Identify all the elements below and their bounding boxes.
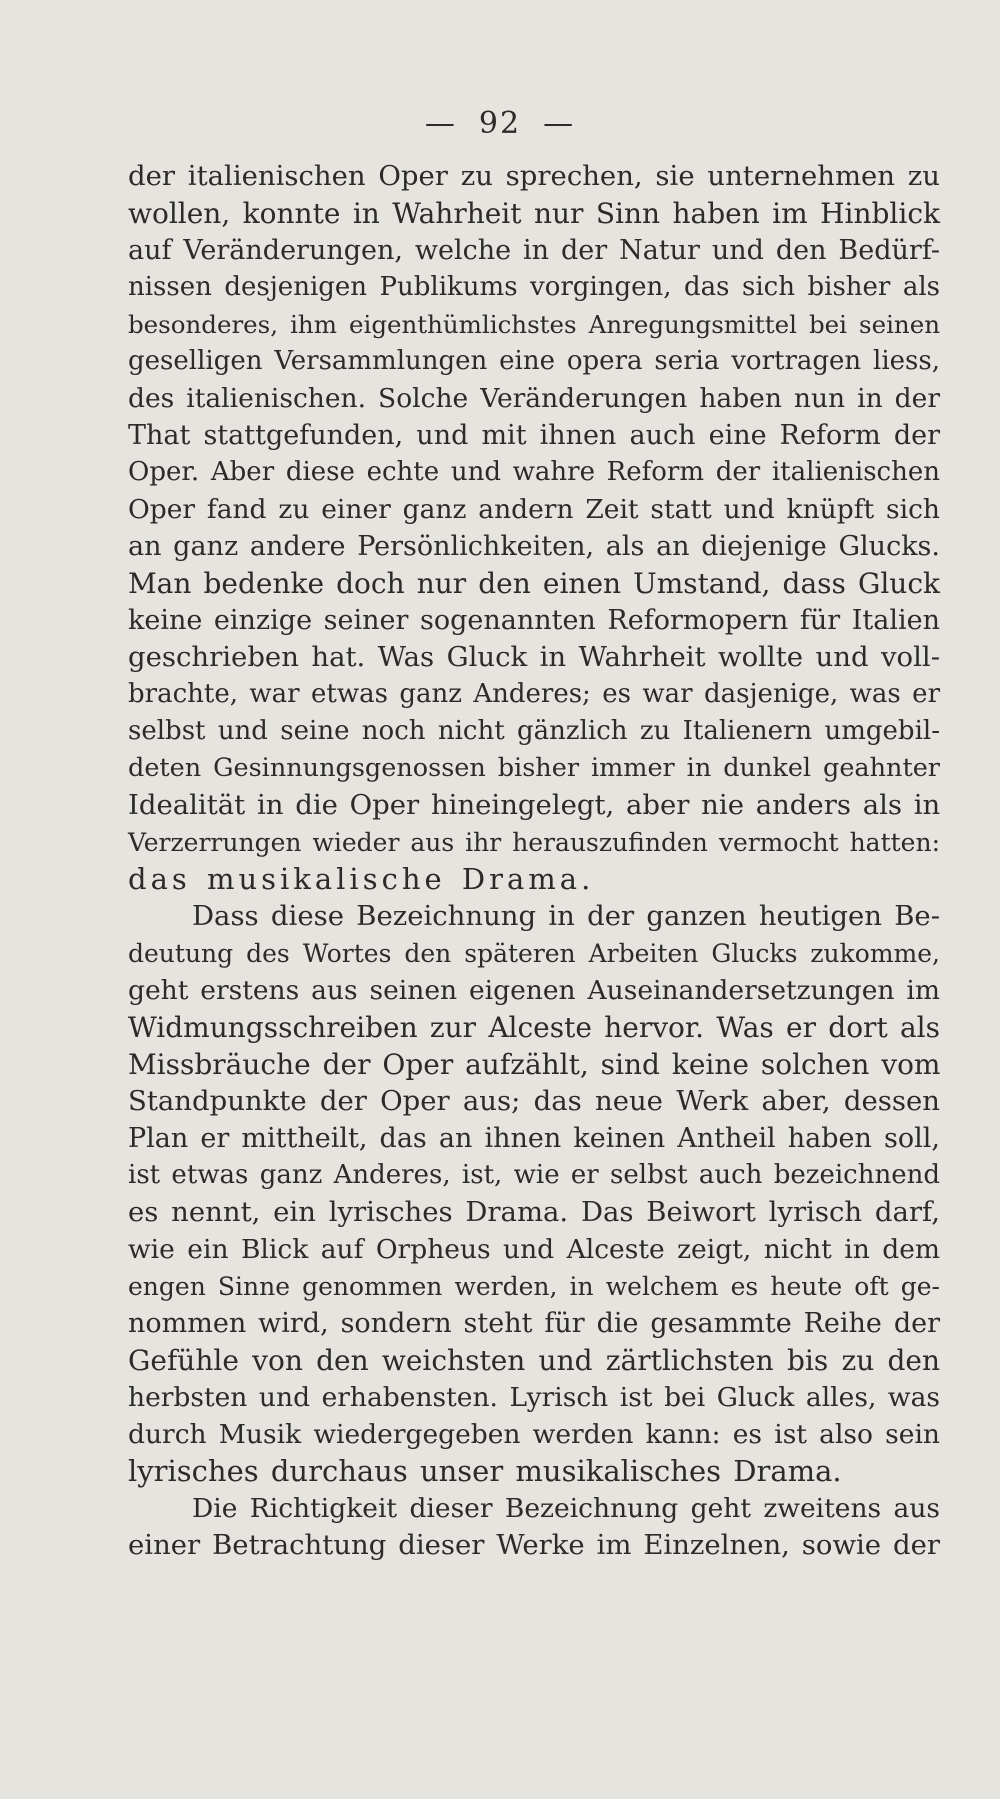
- text-line: Oper fand zu einer ganz andern Zeit statt und knüpft sich: [128, 494, 940, 525]
- text-line: Man bedenke doch nur den einen Umstand, dass Gluck: [128, 567, 940, 600]
- text-line: engen Sinne genommen werden, in welchem es heute oft ge-: [128, 1272, 940, 1301]
- text-line: Missbräuche der Oper aufzählt, sind keine solchen vom: [128, 1048, 941, 1081]
- text-line: wie ein Blick auf Orpheus und Alceste zeigt, nicht in dem: [128, 1234, 940, 1265]
- text-line: deten Gesinnungsgenossen bisher immer in dunkel geahnter: [128, 753, 940, 783]
- text-line: Idealität in die Oper hineingelegt, aber nie anders als in: [128, 789, 941, 821]
- text-line: Gefühle von den weichsten und zärtlichsten bis zu den: [128, 1344, 940, 1377]
- text-line: deutung des Wortes den späteren Arbeiten Glucks zukomme,: [128, 939, 940, 968]
- text-line: Verzerrungen wieder aus ihr herauszufinden vermocht hatten:: [128, 828, 940, 857]
- body-text: [128, 158, 940, 1564]
- page-number-header: [0, 106, 1000, 141]
- page-number: 92: [478, 106, 522, 141]
- text-line: Plan er mittheilt, das an ihnen keinen Antheil haben soll,: [128, 1123, 940, 1154]
- text-line: brachte, war etwas ganz Anderes; es war dasjenige, was er: [128, 679, 940, 709]
- text-line: einer Betrachtung dieser Werke im Einzelnen, sowie der: [128, 1529, 940, 1561]
- text-line: selbst und seine noch nicht gänzlich zu Italienern umgebil-: [128, 716, 940, 746]
- text-line: herbsten und erhabensten. Lyrisch ist bei Gluck alles, was: [128, 1382, 940, 1413]
- text-line: besonderes, ihm eigenthümlichstes Anregungsmittel bei seinen: [128, 310, 940, 339]
- text-line: geselligen Versammlungen eine opera seria vortragen liess,: [128, 346, 940, 376]
- text-line: geht erstens aus seinen eigenen Auseinandersetzungen im: [128, 975, 940, 1006]
- text-line: lyrisches durchaus unser musikalisches Drama.: [128, 1454, 842, 1488]
- text-line: auf Veränderungen, welche in der Natur und den Bedürf-: [128, 235, 940, 266]
- text-line: es nennt, ein lyrisches Drama. Das Beiwort lyrisch darf,: [128, 1196, 940, 1228]
- text-line: an ganz andere Persönlichkeiten, als an diejenige Glucks.: [128, 531, 940, 562]
- text-line: keine einzige seiner sogenannten Reformopern für Italien: [128, 605, 940, 636]
- text-line: Oper. Aber diese echte und wahre Reform der italienischen: [128, 457, 940, 487]
- text-line: wollen, konnte in Wahrheit nur Sinn haben im Hinblick: [128, 197, 940, 230]
- text-line: Widmungsschreiben zur Alceste hervor. Was er dort als: [128, 1011, 940, 1044]
- text-line: ist etwas ganz Anderes, ist, wie er selbst auch bezeichnend: [128, 1160, 940, 1190]
- text-line-emphasis: das musikalische Drama.: [128, 862, 595, 896]
- text-line: That stattgefunden, und mit ihnen auch eine Reform der: [128, 420, 940, 451]
- text-line: geschrieben hat. Was Gluck in Wahrheit wollte und voll-: [128, 641, 940, 673]
- text-line: der italienischen Oper zu sprechen, sie unternehmen zu: [128, 160, 940, 192]
- paragraph-start-line: Die Richtigkeit dieser Bezeichnung geht zweitens aus: [192, 1493, 940, 1524]
- paragraph-start-line: Dass diese Bezeichnung in der ganzen heutigen Be-: [192, 900, 940, 932]
- text-line: durch Musik wiedergegeben werden kann: es ist also sein: [128, 1419, 940, 1450]
- text-line: des italienischen. Solche Veränderungen haben nun in der: [128, 383, 940, 414]
- page-number-dash-left: —: [424, 106, 457, 141]
- text-line: Standpunkte der Oper aus; das neue Werk aber, dessen: [128, 1085, 940, 1117]
- text-line: nissen desjenigen Publikums vorgingen, das sich bisher als: [128, 272, 940, 302]
- page-number-dash-right: —: [543, 106, 576, 141]
- text-line: nommen wird, sondern steht für die gesammte Reihe der: [128, 1308, 940, 1339]
